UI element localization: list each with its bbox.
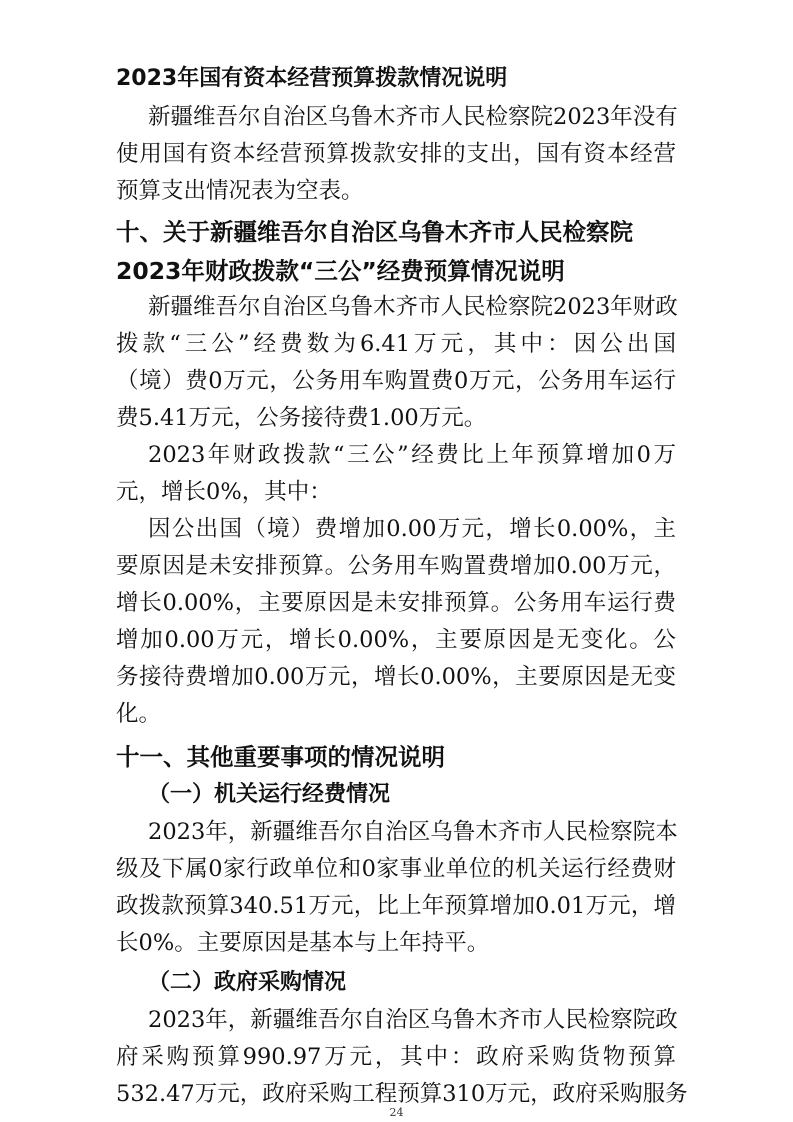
body-line: 2023年，新疆维吾尔自治区乌鲁木齐市人民检察院本 bbox=[148, 819, 678, 845]
subsection-heading-procurement: （二）政府采购情况 bbox=[148, 970, 347, 995]
section-heading-ten-line1: 十、关于新疆维吾尔自治区乌鲁木齐市人民检察院 bbox=[116, 218, 633, 246]
body-line: 务接待费增加0.00万元，增长0.00%，主要原因是无变 bbox=[116, 664, 676, 690]
body-line: 元，增长0%，其中： bbox=[116, 479, 332, 505]
body-line: 费5.41万元，公务接待费1.00万元。 bbox=[116, 405, 487, 431]
body-line: 因公出国（境）费增加0.00万元，增长0.00%，主 bbox=[148, 516, 676, 542]
body-line: 预算支出情况表为空表。 bbox=[116, 178, 364, 204]
body-line: 新疆维吾尔自治区乌鲁木齐市人民检察院2023年没有 bbox=[148, 104, 678, 130]
body-line: 化。 bbox=[116, 701, 162, 727]
body-line: 拨款“三公”经费数为6.41万元，其中：因公出国 bbox=[116, 331, 676, 357]
section-heading-eleven: 十一、其他重要事项的情况说明 bbox=[116, 743, 445, 771]
body-line: 532.47万元，政府采购工程预算310万元，政府采购服务 bbox=[116, 1081, 688, 1107]
body-line: 府采购预算990.97万元，其中：政府采购货物预算 bbox=[116, 1044, 676, 1070]
body-line: 级及下属0家行政单位和0家事业单位的机关运行经费财 bbox=[116, 856, 676, 882]
section-heading-ten-line2: 2023年财政拨款“三公”经费预算情况说明 bbox=[116, 257, 565, 285]
body-line: 长0%。主要原因是基本与上年持平。 bbox=[116, 930, 490, 956]
body-line: 增加0.00万元，增长0.00%，主要原因是无变化。公 bbox=[116, 627, 676, 653]
section-heading-state-capital: 2023年国有资本经营预算拨款情况说明 bbox=[116, 66, 508, 91]
body-line: 2023年财政拨款“三公”经费比上年预算增加0万 bbox=[148, 442, 676, 468]
body-line: 政拨款预算340.51万元，比上年预算增加0.01万元，增 bbox=[116, 893, 676, 919]
body-line: 2023年，新疆维吾尔自治区乌鲁木齐市人民检察院政 bbox=[148, 1007, 678, 1033]
page-number: 24 bbox=[389, 1106, 404, 1119]
body-line: 使用国有资本经营预算拨款安排的支出，国有资本经营 bbox=[116, 141, 676, 167]
body-line: 增长0.00%，主要原因是未安排预算。公务用车运行费 bbox=[116, 590, 676, 616]
body-line: 新疆维吾尔自治区乌鲁木齐市人民检察院2023年财政 bbox=[148, 294, 678, 320]
body-line: 要原因是未安排预算。公务用车购置费增加0.00万元， bbox=[116, 553, 676, 579]
body-line: （境）费0万元，公务用车购置费0万元，公务用车运行 bbox=[116, 368, 676, 394]
subsection-heading-operating-costs: （一）机关运行经费情况 bbox=[148, 782, 391, 807]
